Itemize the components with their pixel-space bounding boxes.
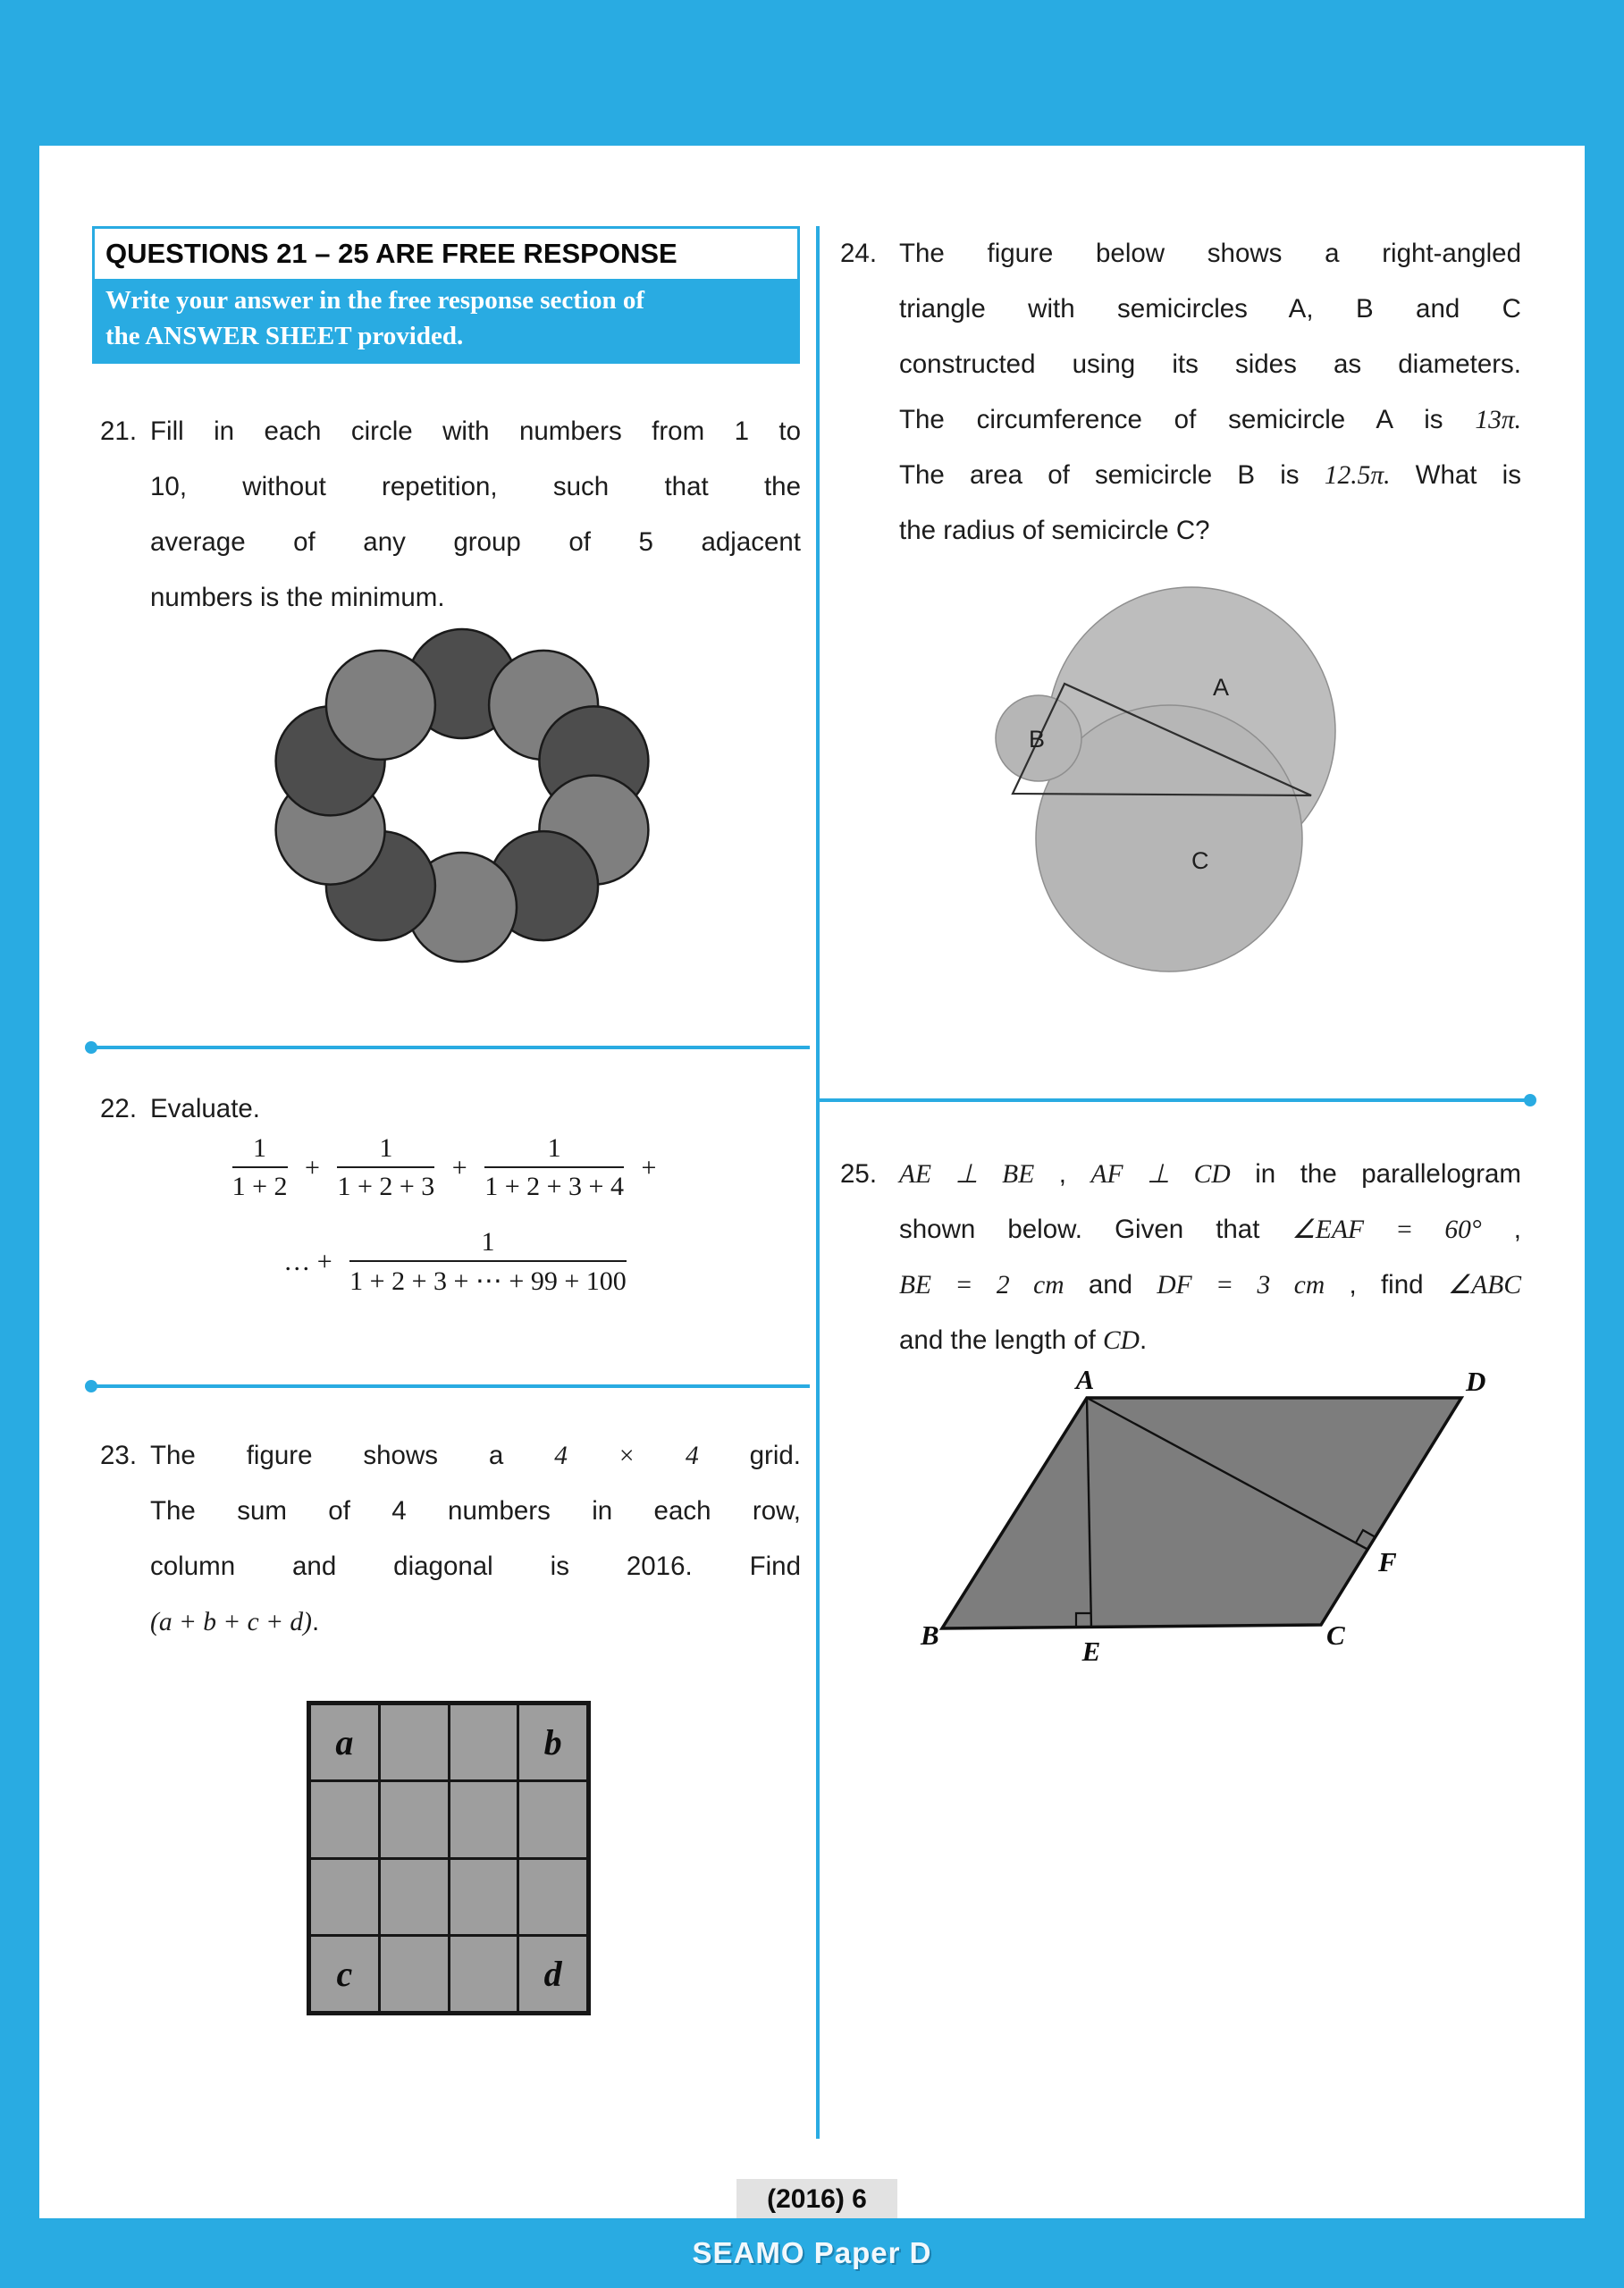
q24-semicircle-figure (988, 570, 1345, 977)
question-23 (100, 1428, 801, 1650)
text-segment: . (311, 1607, 320, 1636)
grid-cell (450, 1705, 517, 1779)
text-line (150, 1594, 801, 1650)
text-line (150, 515, 801, 570)
text-line (150, 404, 801, 459)
text-segment: column and diagonal is 2016. Find (150, 1552, 801, 1581)
question-22-expression (105, 1133, 794, 1322)
text-segment: grid. (698, 1441, 801, 1470)
grid-cell (450, 1860, 517, 1934)
numerator: 1 (337, 1133, 434, 1168)
text-line (150, 1428, 801, 1484)
math-segment: AF ⊥ CD (1090, 1160, 1231, 1189)
grid-label-a: a (335, 1722, 354, 1763)
numerator: 1 (349, 1227, 627, 1262)
expression-line-1 (105, 1133, 794, 1202)
paper-title: SEAMO Paper D (692, 2236, 932, 2269)
question-24-number: 24. (840, 239, 878, 268)
grid-cell (311, 1782, 378, 1856)
fraction-3 (484, 1133, 624, 1202)
grid-cell (381, 1782, 448, 1856)
math-segment: (a + b + c + d) (150, 1608, 312, 1636)
text-segment: The sum of 4 numbers in each row, (150, 1496, 801, 1526)
text-line (150, 1484, 801, 1539)
math-segment: 4 × 4 (554, 1442, 699, 1470)
grid-cell-a (311, 1705, 378, 1779)
text-line (899, 226, 1521, 282)
section-instructions (95, 279, 797, 361)
text-line (899, 1258, 1521, 1313)
question-24 (840, 226, 1521, 559)
text-segment: The figure shows a (150, 1441, 555, 1470)
math-segment: ∠ABC (1447, 1271, 1521, 1300)
section-title: QUESTIONS 21 – 25 ARE FREE RESPONSE (95, 229, 797, 279)
numerator: 1 (484, 1133, 624, 1168)
denominator: 1 + 2 (231, 1172, 288, 1201)
grid-label-d: d (543, 1953, 562, 1994)
label-vertex-d: D (1466, 1366, 1486, 1397)
text-segment: the radius of semicircle C? (899, 516, 1210, 545)
text-line (150, 1539, 801, 1594)
q23-grid-figure (307, 1701, 591, 2015)
label-semicircle-a: A (1213, 674, 1230, 701)
instruction-line-2: the ANSWER SHEET provided. (105, 322, 464, 350)
text-segment: in the parallelogram (1230, 1159, 1521, 1189)
divider-q21-q22 (89, 1046, 810, 1049)
question-22-number: 22. (100, 1094, 138, 1123)
grid-cell-b (519, 1705, 586, 1779)
divider-dot-icon (1524, 1094, 1536, 1106)
grid-cell (519, 1782, 586, 1856)
column-divider (816, 226, 820, 2139)
text-segment: . (1139, 1325, 1148, 1355)
fraction-2 (337, 1133, 434, 1202)
free-response-header (92, 226, 800, 364)
plus-operator: + (641, 1152, 657, 1182)
text-segment: What is (1390, 460, 1521, 490)
fraction-4 (349, 1227, 627, 1297)
denominator: 1 + 2 + 3 + 4 (484, 1172, 624, 1201)
circle-ring (276, 629, 649, 962)
text-segment: average of any group of 5 adjacent (150, 527, 801, 557)
divider-q22-q23 (89, 1384, 810, 1388)
plus-operator: + (305, 1152, 320, 1182)
math-segment: BE = 2 cm (899, 1271, 1064, 1300)
question-21-number: 21. (100, 416, 138, 446)
plus-operator: + (451, 1152, 467, 1182)
text-segment: numbers is the minimum. (150, 583, 445, 612)
label-semicircle-b: B (1029, 726, 1046, 753)
question-23-number: 23. (100, 1441, 138, 1470)
grid-label-b: b (543, 1722, 562, 1763)
question-21-text (150, 404, 801, 626)
text-segment: constructed using its sides as diameters. (899, 349, 1521, 379)
grid-cell-c (311, 1937, 378, 2011)
fraction-1 (232, 1133, 288, 1202)
question-25 (840, 1147, 1521, 1368)
q25-parallelogram-figure (919, 1366, 1495, 1674)
divider-dot-icon (85, 1380, 97, 1392)
text-line (899, 1202, 1521, 1258)
question-25-text (899, 1147, 1521, 1368)
divider-q24-q25 (819, 1098, 1532, 1102)
grid-cell (450, 1937, 517, 2011)
divider-dot-icon (85, 1041, 97, 1054)
denominator: 1 + 2 + 3 (337, 1172, 435, 1201)
grid-label-c: c (336, 1953, 353, 1994)
text-segment: , (1481, 1215, 1521, 1244)
text-line (899, 448, 1521, 503)
q21-circle-ring-figure (252, 617, 672, 974)
page-number-box (736, 2179, 897, 2220)
grid-cell (381, 1937, 448, 2011)
math-segment: 13π. (1475, 406, 1521, 434)
text-segment: 10, without repetition, such that the (150, 472, 801, 501)
denominator: 1 + 2 + 3 + ⋯ + 99 + 100 (349, 1266, 627, 1296)
text-segment: , (1034, 1159, 1091, 1189)
parallelogram-shape (942, 1398, 1461, 1628)
grid-cell (381, 1705, 448, 1779)
label-point-f: F (1378, 1546, 1397, 1577)
math-segment: CD (1103, 1326, 1140, 1355)
question-23-text (150, 1428, 801, 1650)
numerator: 1 (232, 1133, 288, 1168)
grid-cell (450, 1782, 517, 1856)
question-22-text: Evaluate. (150, 1094, 260, 1123)
label-vertex-b: B (921, 1619, 939, 1651)
text-segment: and the length of (899, 1325, 1103, 1355)
text-line (899, 503, 1521, 559)
text-segment: triangle with semicircles A, B and C (899, 294, 1521, 324)
text-line (899, 282, 1521, 337)
question-21 (100, 404, 801, 626)
text-line (150, 459, 801, 515)
footer-bar (0, 2218, 1624, 2288)
expression-line-2 (105, 1227, 794, 1297)
page-number: (2016) 6 (767, 2184, 867, 2214)
text-line (899, 1313, 1521, 1368)
grid-cell (381, 1860, 448, 1934)
math-segment: DF = 3 cm (1157, 1271, 1325, 1300)
text-segment: Fill in each circle with numbers from 1 to (150, 416, 801, 446)
ellipsis-plus-operator: … + (283, 1247, 332, 1276)
text-line (899, 1147, 1521, 1202)
text-segment: The figure below shows a right-angled (899, 239, 1521, 268)
grid-cell-d (519, 1937, 586, 2011)
text-line (899, 392, 1521, 448)
number-circle (326, 651, 435, 760)
math-segment: ∠EAF = 60° (1292, 1216, 1482, 1244)
text-segment: The circumference of semicircle A is (899, 405, 1476, 434)
grid-cell (311, 1860, 378, 1934)
text-segment: The area of semicircle B is (899, 460, 1325, 490)
text-segment: shown below. Given that (899, 1215, 1292, 1244)
question-24-text (899, 226, 1521, 559)
instruction-line-1: Write your answer in the free response section of (105, 286, 645, 315)
label-semicircle-c: C (1191, 847, 1209, 874)
question-22 (100, 1081, 801, 1137)
text-line (899, 337, 1521, 392)
grid-cell (519, 1860, 586, 1934)
text-segment: , find (1325, 1270, 1448, 1300)
math-segment: 12.5π. (1324, 461, 1391, 490)
question-25-number: 25. (840, 1159, 878, 1189)
text-segment: and (1064, 1270, 1157, 1300)
label-vertex-c: C (1326, 1619, 1345, 1651)
label-point-e: E (1081, 1636, 1101, 1667)
math-segment: AE ⊥ BE (899, 1160, 1035, 1189)
label-vertex-a: A (1075, 1366, 1095, 1395)
